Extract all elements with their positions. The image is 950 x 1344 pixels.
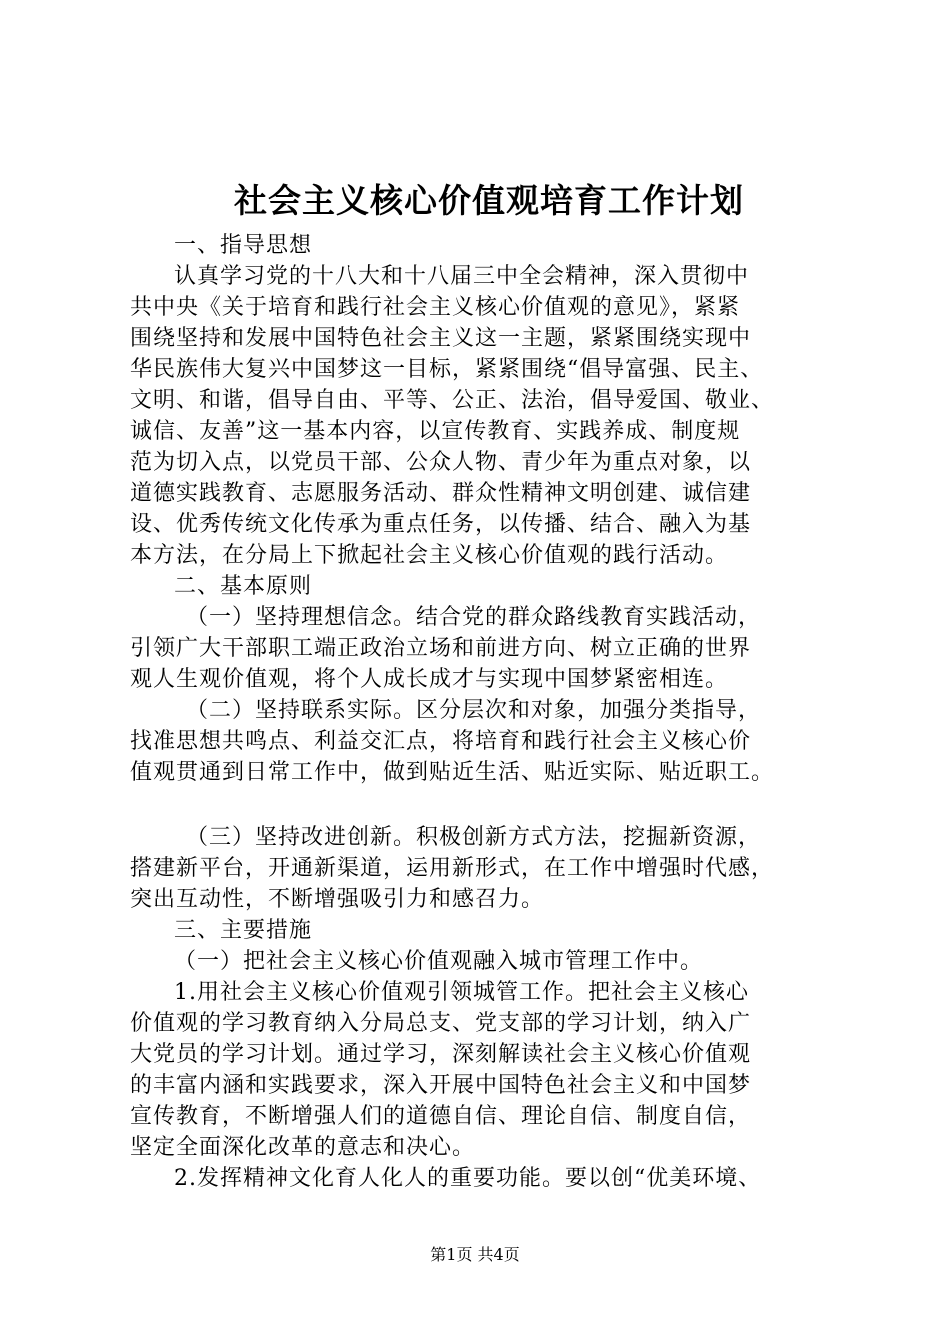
paragraph-line: 本方法，在分局上下掀起社会主义核心价值观的践行活动。 bbox=[130, 543, 729, 568]
paragraph-line: 诚信、友善”这一基本内容，以宣传教育、实践养成、制度规 bbox=[130, 419, 741, 444]
heading-guiding-ideology: 一、指导思想 bbox=[174, 233, 313, 258]
paragraph-line: 道德实践教育、志愿服务活动、群众性精神文明创建、诚信建 bbox=[130, 481, 752, 506]
paragraph-line: 引领广大干部职工端正政治立场和前进方向、树立正确的世界 bbox=[130, 636, 752, 661]
paragraph-line: （二）坚持联系实际。区分层次和对象，加强分类指导， bbox=[186, 698, 762, 723]
paragraph-line: 共中央《关于培育和践行社会主义核心价值观的意见》，紧紧 bbox=[130, 295, 741, 320]
paragraph-line: （三）坚持改进创新。积极创新方式方法，挖掘新资源， bbox=[186, 825, 762, 850]
paragraph-line: 1.用社会主义核心价值观引领城管工作。把社会主义核心 bbox=[174, 980, 749, 1005]
paragraph-line: 的丰富内涵和实践要求，深入开展中国特色社会主义和中国梦 bbox=[130, 1073, 752, 1098]
paragraph-line: 设、优秀传统文化传承为重点任务，以传播、结合、融入为基 bbox=[130, 512, 752, 537]
paragraph-line: 大党员的学习计划。通过学习，深刻解读社会主义核心价值观 bbox=[130, 1042, 752, 1067]
blank-line bbox=[130, 788, 848, 822]
paragraph-line: 价值观的学习教育纳入分局总支、党支部的学习计划，纳入广 bbox=[130, 1011, 752, 1036]
paragraph-line: 观人生观价值观，将个人成长成才与实现中国梦紧密相连。 bbox=[130, 667, 729, 692]
paragraph-line: 围绕坚持和发展中国特色社会主义这一主题，紧紧围绕实现中 bbox=[130, 326, 752, 351]
document-page bbox=[130, 178, 848, 1194]
paragraph-line: 突出互动性，不断增强吸引力和感召力。 bbox=[130, 887, 545, 912]
subheading-line: （一）把社会主义核心价值观融入城市管理工作中。 bbox=[174, 949, 704, 974]
paragraph-line: （一）坚持理想信念。结合党的群众路线教育实践活动， bbox=[186, 605, 762, 630]
page-footer: 第1页 共4页 bbox=[430, 1245, 520, 1264]
paragraph-line: 找准思想共鸣点、利益交汇点，将培育和践行社会主义核心价 bbox=[130, 729, 752, 754]
paragraph-line: 宣传教育，不断增强人们的道德自信、理论自信、制度自信， bbox=[130, 1104, 752, 1129]
paragraph-line: 值观贯通到日常工作中，做到贴近生活、贴近实际、贴近职工。 bbox=[130, 760, 775, 785]
paragraph-line: 坚定全面深化改革的意志和决心。 bbox=[130, 1135, 476, 1160]
paragraph-line: 认真学习党的十八大和十八届三中全会精神，深入贯彻中 bbox=[174, 264, 750, 289]
paragraph-line: 范为切入点，以党员干部、公众人物、青少年为重点对象，以 bbox=[130, 450, 752, 475]
paragraph-line: 文明、和谐，倡导自由、平等、公正、法治，倡导爱国、敬业、 bbox=[130, 388, 775, 413]
paragraph-line: 搭建新平台，开通新渠道，运用新形式，在工作中增强时代感， bbox=[130, 856, 775, 881]
heading-basic-principles: 二、基本原则 bbox=[174, 574, 313, 599]
document-title: 社会主义核心价值观培育工作计划 bbox=[234, 181, 744, 220]
paragraph-line: 2.发挥精神文化育人化人的重要功能。要以创“优美环境、 bbox=[174, 1166, 762, 1191]
paragraph-line: 华民族伟大复兴中国梦这一目标，紧紧围绕“倡导富强、民主、 bbox=[130, 357, 764, 382]
heading-main-measures: 三、主要措施 bbox=[174, 918, 313, 943]
